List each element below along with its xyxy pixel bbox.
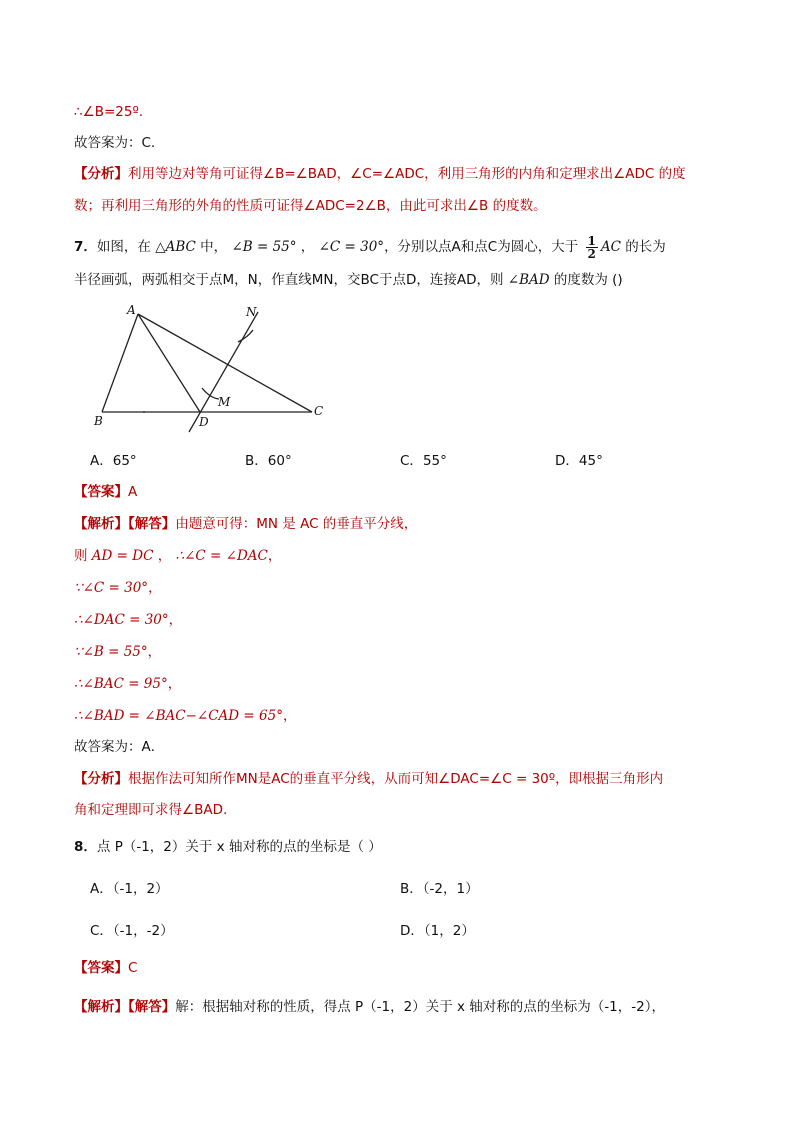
q7-step-1-mid: ， (153, 548, 176, 564)
label-n: N (246, 305, 257, 319)
side-ab (102, 314, 138, 412)
label-d: D (199, 415, 209, 429)
q7-solution-tag: 【解析】【解答】 (74, 516, 176, 532)
therefore-b-line (74, 102, 143, 122)
q7-step-2 (74, 578, 162, 598)
q7-stem-line-1 (74, 234, 666, 260)
label-m: M (218, 395, 231, 409)
q7-frac-den: 2 (587, 246, 596, 261)
q7-step-3 (74, 610, 182, 630)
q7-analysis-text-2: 角和定理即可求得∠BAD. (74, 802, 228, 818)
q7-step-5 (74, 674, 181, 694)
q7-analysis-line-1 (74, 769, 663, 789)
q7-step-1-then: 则 (74, 548, 88, 564)
q7-final-answer-text: 故答案为：A． (74, 739, 165, 755)
q7-step-1-math: AD = DC (91, 548, 154, 564)
q7-frac-num: 1 (587, 233, 596, 248)
q7-answer-tag: 【答案】 (74, 484, 128, 500)
q7-option-a[interactable] (90, 451, 137, 471)
q8-solution-text: 解：根据轴对称的性质，得点 P（-1，2）关于 x 轴对称的点的坐标为（-1，-2）， (175, 999, 665, 1015)
prev-analysis-text-1: 利用等边对等角可证得∠B=∠BAD，∠C=∠ADC，利用三角形的内角和定理求出∠ADC 的度 (128, 166, 686, 182)
q7-triangle: △ABC (155, 239, 196, 255)
q7-line2-a: 半径画弧，两弧相交于点M，N，作直线MN，交BC于点D，连接AD，则 (74, 272, 504, 288)
q7-option-a-value: 65° (112, 453, 137, 469)
q7-step-5-post: ， (167, 676, 182, 692)
q8-answer-value: C (128, 960, 138, 976)
dot-on-bc (143, 411, 145, 413)
q7-text-b: 中， (200, 239, 228, 255)
q7-option-b-value: 60° (267, 453, 292, 469)
q8-stem (74, 837, 382, 857)
q8-option-a[interactable] (90, 879, 169, 899)
q8-option-d-label: D． (400, 923, 424, 939)
segment-ad (138, 314, 200, 412)
q8-option-a-label: A． (90, 881, 113, 897)
q7-step-2-math: ∵∠C = 30° (74, 580, 149, 596)
q7-option-d-label: D． (555, 453, 579, 469)
q8-solution-line (74, 997, 665, 1017)
q8-option-b[interactable] (400, 879, 479, 899)
q7-step-1-post: ， (267, 548, 282, 564)
q7-option-c[interactable] (400, 451, 447, 471)
q7-step-4 (74, 642, 161, 662)
q7-option-c-value: 55° (422, 453, 447, 469)
q7-option-a-label: A． (90, 453, 113, 469)
q7-step-4-post: ， (147, 644, 162, 660)
therefore-b-text: ∴∠B=25º. (74, 104, 144, 120)
q7-fraction (586, 235, 598, 260)
prev-analysis-text-2: 数；再利用三角形的外角的性质可证得∠ADC=2∠B，由此可求出∠B 的度数。 (74, 198, 547, 214)
q7-option-d[interactable] (555, 451, 603, 471)
q7-text-d: 的长为 (625, 239, 666, 255)
prev-answer-text: 故答案为：C. (74, 135, 156, 151)
q7-step-5-math: ∴∠BAC = 95° (74, 676, 168, 692)
q7-step-1-math2: ∴∠C = ∠DAC (175, 548, 268, 564)
q7-sep: ， (300, 239, 315, 255)
q8-number: 8． (74, 839, 97, 855)
q8-answer-tag: 【答案】 (74, 960, 128, 976)
q7-angle-c: ∠C = 30° (318, 239, 385, 255)
label-c: C (314, 404, 324, 418)
q8-option-d-value: （1，2） (423, 923, 475, 939)
prev-answer-line (74, 133, 155, 153)
q7-line2-b: 的度数为 () (553, 272, 623, 288)
q7-triangle-figure (90, 302, 340, 437)
q7-stem-line-2 (74, 270, 623, 290)
q7-option-b[interactable] (245, 451, 292, 471)
q7-angle-b: ∠B = 55° (231, 239, 297, 255)
line-mn (189, 312, 258, 432)
q7-step-6 (74, 706, 296, 726)
q7-answer-value: A (128, 484, 138, 500)
q7-option-b-label: B． (245, 453, 268, 469)
arc-n (238, 330, 253, 342)
q7-text-c: ，分别以点A和点C为圆心，大于 (384, 239, 579, 255)
q7-solution-intro-text: 由题意可得：MN 是 AC 的垂直平分线， (175, 516, 418, 532)
q7-option-d-value: 45° (578, 453, 603, 469)
q8-solution-tag: 【解析】【解答】 (74, 999, 176, 1015)
q7-analysis-tag: 【分析】 (74, 771, 128, 787)
q8-text: 点 P（-1，2）关于 x 轴对称的点的坐标是（ ） (96, 839, 382, 855)
q7-line2-angle: ∠BAD (507, 272, 550, 288)
q7-number: 7． (74, 239, 97, 255)
q7-final-answer (74, 737, 164, 757)
q7-step-1 (74, 546, 281, 566)
prev-analysis-line-2 (74, 196, 547, 216)
q7-option-c-label: C． (400, 453, 423, 469)
q7-step-3-post: ， (168, 612, 183, 628)
q8-answer-line (74, 958, 137, 978)
label-b: B (94, 414, 103, 428)
q7-frac-var: AC (600, 239, 621, 255)
q8-option-d[interactable] (400, 921, 475, 941)
q7-step-2-post: ， (148, 580, 162, 596)
q7-answer-line (74, 482, 137, 502)
q7-analysis-text-1: 根据作法可知所作MN是AC的垂直平分线，从而可知∠DAC=∠C = 30º，即根据三角形内 (128, 771, 664, 787)
prev-analysis-tag: 【分析】 (74, 166, 128, 182)
q7-step-6-math: ∴∠BAD = ∠BAC−∠CAD = 65° (74, 708, 283, 724)
q7-step-6-post: ， (282, 708, 297, 724)
label-a: A (127, 303, 136, 317)
q8-option-b-label: B． (400, 881, 423, 897)
q8-option-b-value: （-2，1） (422, 881, 479, 897)
q7-step-3-math: ∴∠DAC = 30° (74, 612, 169, 628)
q8-option-a-value: （-1，2） (112, 881, 169, 897)
q8-option-c-value: （-1，-2） (112, 923, 174, 939)
q7-step-4-math: ∵∠B = 55° (74, 644, 148, 660)
q8-option-c-label: C． (90, 923, 113, 939)
prev-analysis-line-1 (74, 164, 686, 184)
q7-text-a: 如图，在 (96, 239, 151, 255)
q7-analysis-line-2 (74, 800, 227, 820)
q7-solution-intro (74, 514, 417, 534)
q8-option-c[interactable] (90, 921, 174, 941)
